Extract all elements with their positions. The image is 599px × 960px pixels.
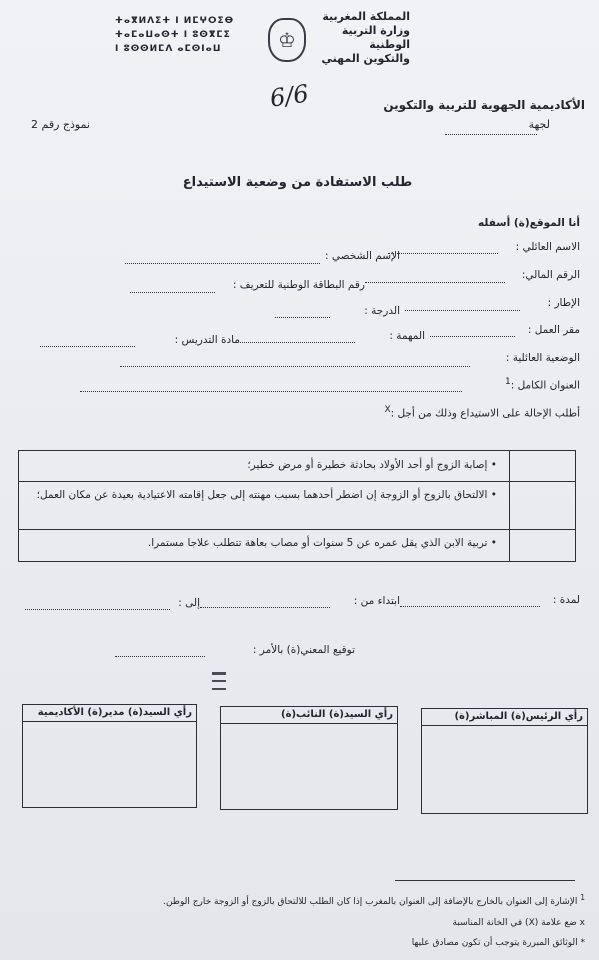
framework-label: الإطار :	[547, 297, 580, 309]
footnote-mark: x	[579, 918, 585, 928]
address-field[interactable]	[80, 391, 462, 392]
workplace-label: مقر العمل :	[527, 324, 580, 336]
footnote-separator	[395, 880, 575, 881]
scan-mark	[212, 680, 226, 682]
reason-row	[19, 530, 509, 560]
opinion-heading: رأي الرئيس(ة) المباشر(ة)	[422, 709, 587, 726]
reason-text: • تربية الابن الذي يقل عمره عن 5 سنوات أو مصاب بعاهة تتطلب علاجا مستمرا.	[147, 537, 497, 549]
signature-label: توقيع المعني(ة) بالأمر :	[252, 644, 355, 656]
request-footnote-mark: X	[384, 405, 391, 415]
ministry-tifinagh-line: ⵏ ⵓⵙⵙⵍⵎⴷ ⴰⵎⵙⵏⴰⵡ	[115, 44, 222, 54]
workplace-field[interactable]	[430, 336, 515, 337]
reason-text-2: الالتحاق بالزوج أو الزوجة إن اضطر أحدهما بسبب مهنته إلى جعل إقامته الاعتيادية بعيدة عن مكان العمل؛	[36, 489, 488, 501]
scan-mark	[212, 688, 226, 690]
form-title: طلب الاستفادة من وضعية الاستيداع	[182, 175, 413, 190]
ministry-tifinagh-line: ⵜⴰⵎⴰⵡⴰⵙⵜ ⵏ ⵓⵙⴳⵎⵉ	[115, 30, 231, 40]
subject-field[interactable]	[40, 346, 135, 347]
reason-text-3: تربية الابن الذي يقل عمره عن 5 سنوات أو مصاب بعاهة تتطلب علاجا مستمرا.	[147, 537, 488, 549]
footnote-3	[290, 938, 585, 948]
to-field[interactable]	[25, 609, 170, 610]
to-label: إلى :	[178, 597, 200, 609]
reason-text: • الالتحاق بالزوج أو الزوجة إن اضطر أحدهما بسبب مهنته إلى جعل إقامته الاعتيادية بعيدة عن مكان العمل؛	[36, 489, 497, 501]
signature-field[interactable]	[115, 656, 205, 657]
opinion-heading: رأي السيد(ة) النائب(ة)	[221, 707, 397, 724]
crest-icon: ♔	[268, 18, 306, 62]
region-label: لجهة	[528, 118, 550, 131]
task-label: المهمة :	[389, 330, 425, 342]
family-status-field[interactable]	[120, 366, 470, 367]
family-status-label: الوضعية العائلية :	[505, 352, 580, 364]
ministry-arabic-line: وزارة التربية الوطنية	[341, 24, 410, 51]
footnote-2	[290, 918, 585, 928]
task-field[interactable]	[240, 342, 355, 343]
reason-checkbox-1[interactable]	[511, 453, 571, 479]
academy-name: الأكاديمية الجهوية للتربية والتكوين	[383, 98, 585, 112]
address-label-text: العنوان الكامل :	[510, 379, 580, 392]
ministry-arabic-line: المملكة المغربية	[322, 10, 410, 23]
first-name-field[interactable]	[125, 263, 320, 264]
footnote-text: الإشارة إلى العنوان بالخارج بالإضافة إلى العنوان بالمغرب إذا كان الطلب للالتحاق بالزوج أو الزوجة خارج الوطن.	[163, 897, 578, 907]
reasons-table-divider	[509, 451, 510, 561]
form-number: نموذج رقم 2	[31, 118, 90, 131]
scan-mark	[212, 672, 226, 675]
from-label: ابتداء من :	[353, 595, 400, 607]
footnote-mark: *	[580, 938, 585, 948]
family-name-field[interactable]	[388, 253, 498, 254]
delegate-opinion-box[interactable]	[220, 706, 398, 810]
subject-label: مادة التدريس :	[174, 334, 240, 346]
reason-row	[19, 451, 509, 481]
address-footnote-mark: 1	[504, 377, 511, 387]
grade-field[interactable]	[275, 317, 330, 318]
intro-text: أنا الموقع(ة) أسفله	[478, 217, 580, 229]
handwritten-annotation: 6/6	[268, 79, 311, 113]
request-label	[340, 405, 580, 420]
ministry-arabic-block	[305, 10, 410, 66]
financial-number-label: الرقم المالي:	[521, 269, 580, 281]
family-name-label: الاسم العائلي :	[515, 241, 580, 253]
academy-director-opinion-box[interactable]	[22, 704, 197, 808]
duration-field[interactable]	[400, 606, 540, 607]
request-label-text: أطلب الإحالة على الاستيداع وذلك من أجل :	[390, 407, 580, 420]
ministry-arabic-line: والتكوين المهني	[321, 52, 410, 65]
direct-supervisor-opinion-box[interactable]	[421, 708, 588, 814]
opinion-heading: رأي السيد(ة) مدير(ة) الأكاديمية	[23, 705, 196, 722]
reason-text: • إصابة الزوج أو أحد الأولاد بحادثة خطيرة أو مرض خطير؛	[247, 459, 497, 471]
footnote-mark: 1	[580, 893, 585, 902]
footnote-text: الوثائق المبررة يتوجب أن تكون مصادق عليها	[411, 938, 578, 948]
duration-label: لمدة :	[552, 594, 580, 606]
region-dotted-line	[445, 124, 537, 135]
cin-field[interactable]	[130, 292, 215, 293]
framework-field[interactable]	[405, 310, 520, 311]
reason-checkbox-3[interactable]	[511, 532, 571, 559]
reason-checkbox-2[interactable]	[511, 484, 571, 527]
first-name-label: الإسم الشخصي :	[324, 250, 400, 262]
footnote-text: ضع علامة (X) في الخانة المناسبة	[452, 918, 577, 928]
financial-number-field[interactable]	[365, 282, 505, 283]
from-field[interactable]	[200, 607, 330, 608]
reason-text-1: إصابة الزوج أو أحد الأولاد بحادثة خطيرة أو مرض خطير؛	[247, 459, 488, 471]
reasons-table	[18, 450, 576, 562]
ministry-tifinagh-line: ⵜⴰⴳⵍⴷⵉⵜ ⵏ ⵍⵎⵖⵔⵉⴱ	[115, 16, 235, 26]
reason-row	[19, 482, 509, 529]
address-label	[462, 377, 580, 392]
footnote-1	[40, 891, 585, 909]
ministry-tifinagh-block	[115, 14, 265, 56]
cin-label: رقم البطاقة الوطنية للتعريف :	[232, 279, 365, 291]
grade-label: الدرجة :	[364, 305, 400, 317]
